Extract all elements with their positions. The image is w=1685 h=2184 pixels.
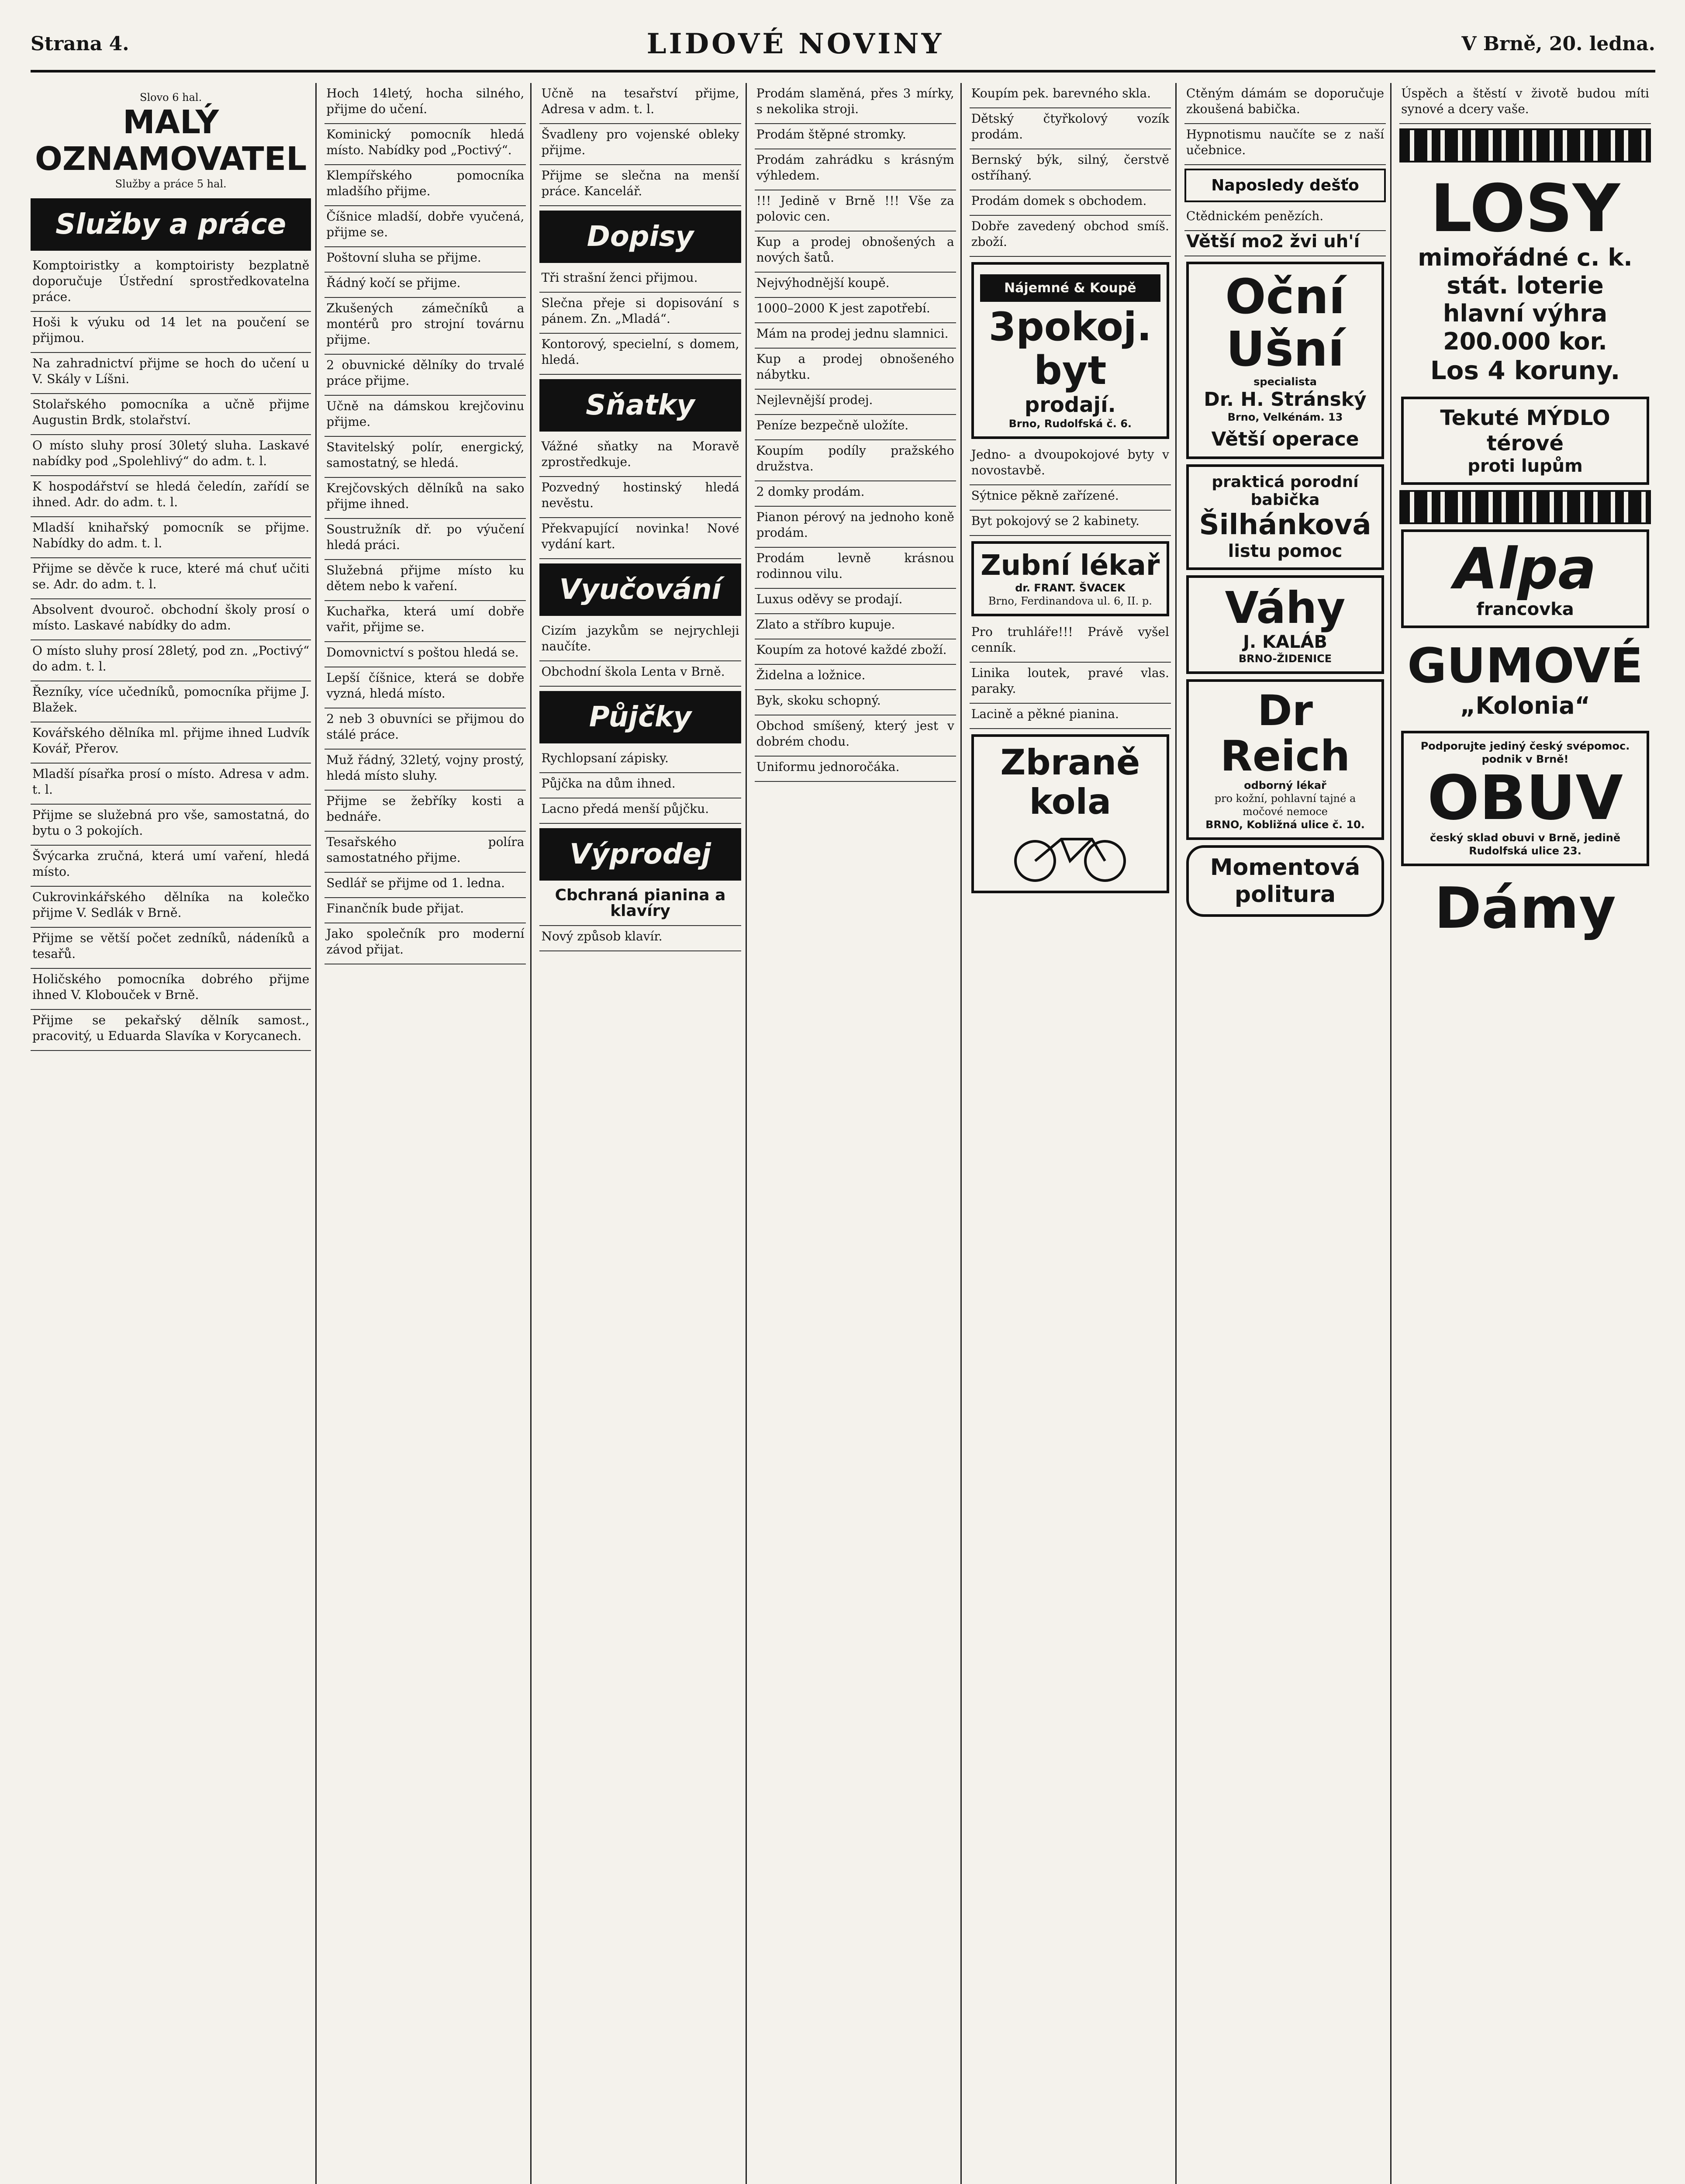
col4-ads — [755, 83, 956, 782]
ad-item: O místo sluhy prosí 28letý, pod zn. „Poctivý“ do adm. t. l. — [31, 640, 311, 681]
classified-columns — [31, 83, 1655, 2184]
zubni-ad — [971, 541, 1169, 616]
ad-item: Učně na dámskou krejčovinu přijme. — [325, 396, 526, 437]
ad-item: Zkušených zámečníků a montérů pro strojní továrnu přijme. — [325, 298, 526, 355]
ad-item: 2 neb 3 obuvníci se přijmou do stálé práce. — [325, 708, 526, 750]
ornament-band — [1399, 128, 1651, 162]
ad-item: Přijme se větší počet zedníků, nádeníků a tesařů. — [31, 928, 311, 969]
gumove-ad — [1401, 633, 1649, 726]
ad-item: Absolvent dvouroč. obchodní školy prosí o místo. Laskavé nabídky do adm. — [31, 599, 311, 640]
ornament-band — [1399, 490, 1651, 524]
ad-item: Ctěným dámám se doporučuje zkoušená babička. — [1184, 83, 1386, 124]
ad-item: Učně na tesařství přijme, Adresa v adm. t. l. — [539, 83, 741, 124]
obuv-ad — [1401, 731, 1649, 866]
banner-dopisy: Dopisy — [539, 211, 741, 263]
newspaper-title: LIDOVÉ NOVINY — [646, 27, 944, 60]
ad-item: Koupím za hotové každé zboží. — [755, 639, 956, 665]
ocni-spec: specialista — [1253, 376, 1317, 388]
alpa-ad — [1401, 529, 1649, 628]
column-1 — [31, 83, 317, 2184]
ad-item: Řádný kočí se přijme. — [325, 273, 526, 298]
alpa-sub: francovka — [1476, 599, 1574, 619]
column-5 — [970, 83, 1177, 2184]
gumove-title: GUMOVÉ — [1407, 638, 1643, 694]
ad-item: Lepší číšnice, která se dobře vyzná, hledá místo. — [325, 667, 526, 708]
ad-item: Cukrovinkářského dělníka na kolečko přijme V. Sedlák v Brně. — [31, 887, 311, 928]
ad-item: Bernský býk, silný, čerstvě ostříhaný. — [970, 149, 1171, 190]
ad-item: Obchod smíšený, který jest v dobrém chodu. — [755, 715, 956, 757]
reich-title: Dr Reich — [1220, 686, 1350, 781]
ad-item: Nejvýhodnější koupě. — [755, 273, 956, 298]
losy-hlavni: hlavní výhra 200.000 kor. — [1443, 300, 1608, 355]
ad-item: Slečna přeje si dopisování s pánem. Zn. „Mladá“. — [539, 293, 741, 334]
ad-item: Vážné sňatky na Moravě zprostředkuje. — [539, 436, 741, 477]
kolonia-title: „Kolonia“ — [1460, 692, 1591, 719]
vahy-firm: J. KALÁB — [1243, 632, 1327, 652]
ad-item: Nový způsob klavír. — [539, 926, 741, 951]
ad-item: Dětský čtyřkolový vozík prodám. — [970, 108, 1171, 149]
ad-item: 2 domky prodám. — [755, 481, 956, 507]
byt-sub: prodají. — [1024, 393, 1116, 417]
zubni-addr: Brno, Ferdinandova ul. 6, II. p. — [988, 595, 1152, 607]
page-header — [31, 17, 1655, 73]
ocni-addr: Brno, Velkénám. 13 — [1227, 411, 1343, 423]
ad-item: 2 obuvnické dělníky do trvalé práce přijme. — [325, 355, 526, 396]
ad-item: Švadleny pro vojenské obleky přijme. — [539, 124, 741, 165]
reich-sub: odborný lékař — [1244, 779, 1326, 791]
column-3 — [539, 83, 746, 2184]
banner-vyprodej: Výprodej — [539, 828, 741, 881]
byt-banner: Nájemné & Koupě — [980, 274, 1160, 302]
ad-item: Půjčka na dům ihned. — [539, 773, 741, 798]
byt-title: 3pokoj. byt — [988, 304, 1152, 394]
reich-addr: BRNO, Kobližná ulice č. 10. — [1205, 819, 1365, 831]
reich-spec: pro kožní, pohlavní tajné a močové nemoce — [1214, 792, 1356, 818]
ad-item: Stavitelský polír, energický, samostatný, se hledá. — [325, 437, 526, 478]
ad-item: Sýtnice pěkně zařízené. — [970, 485, 1171, 511]
losy-ad — [1401, 168, 1649, 391]
banner-vyucovani: Vyučování — [539, 563, 741, 616]
col2-ads — [325, 83, 526, 964]
mydlo-title: Tekuté MÝDLO térové — [1440, 406, 1610, 456]
col3-part-1 — [539, 83, 741, 206]
napoledy-banner: Naposledy dešťo — [1184, 169, 1386, 202]
masthead-box — [32, 88, 309, 193]
losy-price: Los 4 koruny. — [1430, 356, 1620, 385]
vahy-ad — [1186, 575, 1384, 674]
ad-item: Koupím pek. barevného skla. — [970, 83, 1171, 108]
damy-title: Dámy — [1434, 875, 1616, 941]
ad-item: Jedno- a dvoupokojové byty v novostavbě. — [970, 444, 1171, 485]
ad-item: Luxus oděvy se prodají. — [755, 589, 956, 614]
ad-item: Rychlopsaní zápisky. — [539, 748, 741, 773]
ad-item: Jako společník pro moderní závod přijat. — [325, 923, 526, 964]
masthead-sub: Služby a práce 5 hal. — [115, 178, 227, 190]
issue-date: V Brně, 20. ledna. — [1461, 32, 1655, 55]
ad-item: Kuchařka, která umí dobře vařit, přijme se. — [325, 601, 526, 642]
ad-item: Přijme se slečna na menší práce. Kancelář. — [539, 165, 741, 206]
ad-item: Nejlevnější prodej. — [755, 390, 956, 415]
ad-item: Prodám štěpné stromky. — [755, 124, 956, 149]
ad-item: Ctědnickém penězích. — [1184, 206, 1386, 231]
ad-item: Sedlář se přijme od 1. ledna. — [325, 873, 526, 898]
vetsi-operace: Větší operace — [1211, 428, 1359, 450]
politura-ad — [1186, 845, 1384, 917]
ad-item: Koupím podíly pražského družstva. — [755, 440, 956, 481]
ad-item: Hoch 14letý, hocha silného, přijme do učení. — [325, 83, 526, 124]
ad-item: Poštovní sluha se přijme. — [325, 247, 526, 273]
ocni-doc: Dr. H. Stránský — [1204, 388, 1367, 411]
ad-item: Hoši k výuku od 14 let na poučení se přijmou. — [31, 312, 311, 353]
uspech-ad: Úspěch a štěstí v životě budou míti synové a dcery vaše. — [1399, 83, 1651, 124]
ad-item: Tři strašní ženci přijmou. — [539, 267, 741, 293]
vahy-addr: BRNO-ŽIDENICE — [1238, 653, 1332, 665]
ad-item: Uniformu jednoročáka. — [755, 757, 956, 782]
ad-item: Švýcarka zručná, která umí vaření, hledá místo. — [31, 846, 311, 887]
ad-item: Kup a prodej obnošených a nových šatů. — [755, 232, 956, 273]
ad-item: Krejčovských dělníků na sako přijme ihned. — [325, 478, 526, 519]
ad-item: Linika loutek, pravé vlas. paraky. — [970, 663, 1171, 704]
byt-addr: Brno, Rudolfská č. 6. — [1008, 418, 1132, 430]
zbrane-ad — [971, 734, 1169, 893]
ad-item: K hospodářství se hledá čeledín, zařídí se ihned. Adr. do adm. t. l. — [31, 476, 311, 517]
ad-piano: Cbchraná pianina a klavíry — [539, 885, 741, 926]
column-4 — [755, 83, 962, 2184]
ad-item: Muž řádný, 32letý, vojny prostý, hledá místo sluhy. — [325, 750, 526, 791]
ad-item: Číšnice mladší, dobře vyučená, přijme se. — [325, 206, 526, 247]
ad-item: Přijme se děvče k ruce, které má chuť učiti se. Adr. do adm. t. l. — [31, 558, 311, 599]
obuv-bottom: český sklad obuvi v Brně, jedině Rudolfská ulice 23. — [1429, 832, 1621, 857]
ad-item: Na zahradnictví přijme se hoch do učení u V. Skály v Líšni. — [31, 353, 311, 394]
ad-item: Kontorový, specielní, s domem, hledá. — [539, 334, 741, 375]
ad-item: Holičského pomocníka dobrého přijme ihned V. Klobouček v Brně. — [31, 969, 311, 1010]
vahy-title: Váhy — [1225, 582, 1346, 633]
col1-ads — [31, 255, 314, 1051]
porodni-name: Šilhánková — [1199, 509, 1371, 541]
ad-item: Finančník bude přijat. — [325, 898, 526, 923]
ad-item: O místo sluhy prosí 30letý sluha. Laskavé nabídky pod „Spolehlivý“ do adm. t. l. — [31, 435, 311, 476]
ad-item: Tesařského políra samostatného přijme. — [325, 832, 526, 873]
column-6 — [1184, 83, 1392, 2184]
ocni-title: Oční Ušní — [1225, 269, 1345, 377]
ad-item: Domovnictví s poštou hledá se. — [325, 642, 526, 667]
ad-item: Obchodní škola Lenta v Brně. — [539, 661, 741, 687]
ad-item: Cizím jazykům se nejrychleji naučíte. — [539, 620, 741, 661]
ad-item: Větší mo2 žvi uh'í — [1184, 231, 1386, 256]
page-number: Strana 4. — [31, 32, 129, 55]
ad-item: Pianon pérový na jednoho koně prodám. — [755, 507, 956, 548]
masthead-small: Slovo 6 hal. — [140, 91, 202, 104]
ad-item: Mladší písařka prosí o místo. Adresa v adm. t. l. — [31, 764, 311, 805]
ad-item: Peníze bezpečně uložíte. — [755, 415, 956, 440]
losy-sub: mimořádné c. k. stát. loterie — [1418, 244, 1633, 299]
ad-item: Přijme se služebná pro vše, samostatná, do bytu o 3 pokojích. — [31, 805, 311, 846]
ad-item: Kominický pomocník hledá místo. Nabídky pod „Poctivý“. — [325, 124, 526, 165]
column-7 — [1399, 83, 1655, 2184]
ad-item: Přijme se pekařský dělník samost., pracovitý, u Eduarda Slavíka v Korycanech. — [31, 1010, 311, 1051]
zubni-title: Zubní lékař — [981, 549, 1160, 582]
ad-item: Lacno předá menší půjčku. — [539, 798, 741, 824]
banner-snatky: Sňatky — [539, 379, 741, 432]
bicycle-icon — [1005, 822, 1136, 883]
obuv-title: OBUV — [1427, 763, 1623, 834]
ad-item: Byk, skoku schopný. — [755, 690, 956, 715]
ad-item: Klempířského pomocníka mladšího přijme. — [325, 165, 526, 206]
ocni-ad — [1186, 262, 1384, 459]
byt-ad — [971, 262, 1169, 439]
ad-item: Řezníky, více učedníků, pomocníka přijme J. Blažek. — [31, 681, 311, 722]
porodni-ad — [1186, 464, 1384, 570]
ad-item: Židelna a ložnice. — [755, 665, 956, 690]
ad-item: Prodám zahrádku s krásným výhledem. — [755, 149, 956, 190]
ad-item: Komptoiristky a komptoiristy bezplatně doporučuje Ústřední sprostředkovatelna práce. — [31, 255, 311, 312]
ad-item: Dobře zavedený obchod smíš. zboží. — [970, 216, 1171, 257]
ad-item: Kup a prodej obnošeného nábytku. — [755, 349, 956, 390]
listu-pomoc: listu pomoc — [1228, 541, 1343, 561]
masthead-big: MALÝ OZNAMOVATEL — [35, 104, 307, 178]
damy-ad — [1401, 871, 1649, 945]
politura-title: Momentová politura — [1210, 854, 1360, 908]
ad-item: Služebná přijme místo ku dětem nebo k vaření. — [325, 560, 526, 601]
reich-ad — [1186, 679, 1384, 840]
ad-item: Mám na prodej jednu slamnici. — [755, 323, 956, 349]
banner-sluzby: Služby a práce — [31, 198, 311, 251]
ad-item: Pro truhláře!!! Právě vyšel cenník. — [970, 622, 1171, 663]
ad-item: Stolařského pomocníka a učně přijme Augustin Brdk, stolařství. — [31, 394, 311, 435]
alpa-title: Alpa — [1454, 536, 1597, 602]
ad-item: Kovářského dělníka ml. přijme ihned Ludvík Kovář, Přerov. — [31, 722, 311, 764]
ad-item: Prodám domek s obchodem. — [970, 190, 1171, 216]
obuv-top: Podporujte jediný český svépomoc. podnik v Brně! — [1420, 740, 1630, 765]
zubni-name: dr. FRANT. ŠVACEK — [1015, 582, 1126, 594]
ad-item: Prodám levně krásnou rodinnou vilu. — [755, 548, 956, 589]
zbrane-title: Zbraně kola — [1000, 742, 1140, 822]
losy-title: LOSY — [1430, 171, 1620, 247]
ad-item: Lacině a pěkné pianina. — [970, 704, 1171, 729]
ad-item: Přijme se žebříky kosti a bednáře. — [325, 791, 526, 832]
banner-pujcky: Půjčky — [539, 691, 741, 743]
ad-item: Prodám slaměná, přes 3 mírky, s nekolika stroji. — [755, 83, 956, 124]
mydlo-ad — [1401, 397, 1649, 485]
ad-item: Soustružník dř. po výučení hledá práci. — [325, 519, 526, 560]
ad-item: Pozvedný hostinský hledá nevěstu. — [539, 477, 741, 518]
porodni-title: prakticá porodní babička — [1212, 473, 1359, 509]
ad-item: Mladší knihařský pomocník se přijme. Nabídky do adm. t. l. — [31, 517, 311, 558]
column-2 — [325, 83, 532, 2184]
ad-item: Překvapující novinka! Nové vydání kart. — [539, 518, 741, 559]
ad-item: Zlato a stříbro kupuje. — [755, 614, 956, 639]
ad-item: 1000–2000 K jest zapotřebí. — [755, 298, 956, 323]
mydlo-sub: proti lupům — [1467, 456, 1583, 476]
ad-item: Byt pokojový se 2 kabinety. — [970, 511, 1171, 536]
ad-item: !!! Jedině v Brně !!! Vše za polovic cen. — [755, 190, 956, 232]
ad-item: Hypnotismu naučíte se z naší učebnice. — [1184, 124, 1386, 165]
